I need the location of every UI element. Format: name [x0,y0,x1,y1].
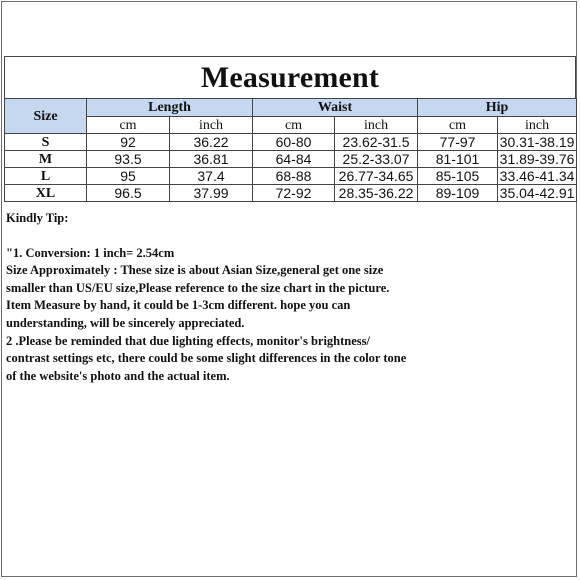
size-chart [4,56,578,202]
table-row [5,134,577,151]
tip-line: Size Approximately : These size is about Asian Size,general get one size [6,263,384,278]
size-cell: XL [5,185,87,202]
size-cell: S [5,134,87,151]
unit-header: cm [253,117,335,134]
table-header-row [5,99,577,117]
tip-line: understanding, will be sincerely appreciated. [6,315,245,330]
unit-header-row [5,117,577,134]
table-cell: 35.04-42.91 [498,185,577,202]
table-cell: 92 [87,134,170,151]
size-cell: M [5,151,87,168]
table-cell: 33.46-41.34 [498,168,577,185]
table-cell: 23.62-31.5 [335,134,418,151]
table-cell: 77-97 [418,134,498,151]
table-cell: 36.81 [170,151,253,168]
tip-line: contrast settings etc, there could be some slight differences in the color tone [6,351,407,366]
table-cell: 93.5 [87,151,170,168]
hip-group-header: Hip [418,99,577,117]
tips-heading: Kindly Tip: [6,211,69,225]
table-cell: 28.35-36.22 [335,185,418,202]
tips-spacer [6,228,572,245]
unit-header: inch [170,117,253,134]
table-cell: 85-105 [418,168,498,185]
size-column-header: Size [5,99,87,134]
tip-line: smaller than US/EU size,Please reference to the size chart in the picture. [6,280,390,295]
size-cell: L [5,168,87,185]
waist-group-header: Waist [253,99,418,117]
tip-line: Item Measure by hand, it could be 1-3cm different. hope you can [6,298,351,313]
table-cell: 64-84 [253,151,335,168]
table-cell: 95 [87,168,170,185]
table-cell: 81-101 [418,151,498,168]
tip-line: 2 .Please be reminded that due lighting effects, monitor's brightness/ [6,333,370,348]
table-row [5,185,577,202]
table-cell: 89-109 [418,185,498,202]
unit-header: inch [498,117,577,134]
table-cell: 26.77-34.65 [335,168,418,185]
length-group-header: Length [87,99,253,117]
table-cell: 37.4 [170,168,253,185]
unit-header: cm [87,117,170,134]
title-box [4,56,576,98]
table-row [5,168,577,185]
table-cell: 60-80 [253,134,335,151]
table-cell: 68-88 [253,168,335,185]
table-cell: 37.99 [170,185,253,202]
table-cell: 25.2-33.07 [335,151,418,168]
unit-header: cm [418,117,498,134]
table-cell: 30.31-38.19 [498,134,577,151]
table-row [5,151,577,168]
size-table [4,98,577,202]
page-title: Measurement [200,60,380,94]
table-cell: 72-92 [253,185,335,202]
table-cell: 36.22 [170,134,253,151]
tip-line: of the website's photo and the actual item. [6,368,230,383]
tip-line: "1. Conversion: 1 inch= 2.54cm [6,245,175,260]
table-cell: 31.89-39.76 [498,151,577,168]
kindly-tips [6,210,572,385]
unit-header: inch [335,117,418,134]
table-cell: 96.5 [87,185,170,202]
